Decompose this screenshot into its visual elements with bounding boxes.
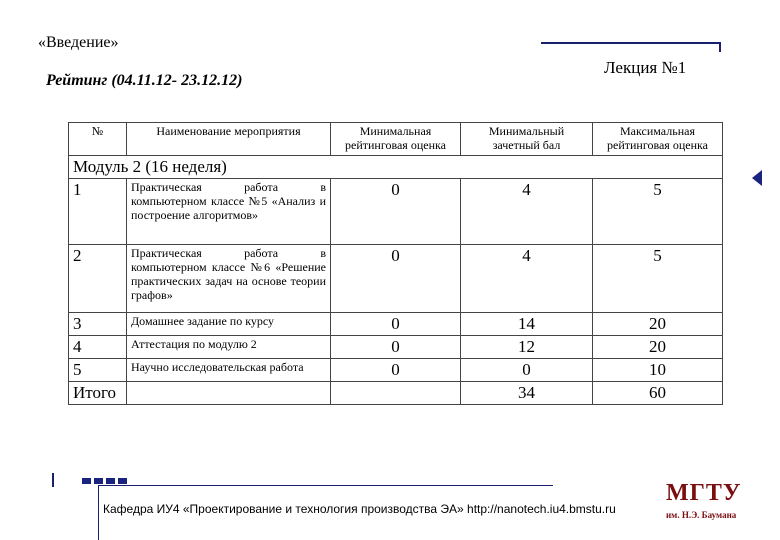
row-event: Практическая работа в компьютерном классе №6 «Решение практических задач на основе теории графов» — [127, 245, 331, 313]
row-num: 4 — [69, 336, 127, 359]
row-min-rating: 0 — [331, 245, 461, 313]
footer-decoration — [82, 478, 132, 484]
university-logo: МГТУ — [666, 480, 742, 506]
footer-dot — [94, 478, 103, 484]
footer-rule-left — [98, 485, 99, 540]
row-min-pass: 4 — [461, 179, 593, 245]
row-max-rating: 20 — [593, 336, 723, 359]
section-title: «Введение» — [38, 34, 119, 51]
col-header-min-rating: Минимальная рейтинговая оценка — [331, 123, 461, 156]
total-min-pass: 34 — [461, 382, 593, 405]
row-min-pass: 12 — [461, 336, 593, 359]
university-logo-subtitle: им. Н.Э. Баумана — [666, 510, 737, 520]
nav-arrow-icon[interactable] — [752, 170, 762, 186]
total-row — [69, 382, 723, 405]
footer-rule-vertical — [52, 473, 54, 487]
row-num: 2 — [69, 245, 127, 313]
row-min-rating: 0 — [331, 179, 461, 245]
row-min-pass: 4 — [461, 245, 593, 313]
row-event: Научно исследовательская работа — [127, 359, 331, 382]
row-min-pass: 14 — [461, 313, 593, 336]
row-min-rating: 0 — [331, 313, 461, 336]
row-max-rating: 5 — [593, 245, 723, 313]
footer-dot — [106, 478, 115, 484]
row-max-rating: 5 — [593, 179, 723, 245]
module-row — [69, 156, 723, 179]
module-label: Модуль 2 (16 неделя) — [69, 156, 723, 179]
footer-dot — [118, 478, 127, 484]
header-rule-tick — [719, 42, 721, 52]
table-row — [69, 336, 723, 359]
row-num: 5 — [69, 359, 127, 382]
row-max-rating: 10 — [593, 359, 723, 382]
table-row — [69, 359, 723, 382]
rating-title: Рейтинг (04.11.12- 23.12.12) — [46, 72, 243, 89]
row-min-rating: 0 — [331, 359, 461, 382]
footer-rule — [98, 485, 553, 486]
total-event-empty — [127, 382, 331, 405]
col-header-min-pass: Минимальный зачетный бал — [461, 123, 593, 156]
table-header-row — [69, 123, 723, 156]
table-row — [69, 245, 723, 313]
table-row — [69, 179, 723, 245]
row-num: 1 — [69, 179, 127, 245]
footer-department: Кафедра ИУ4 «Проектирование и технология производства ЭА» http://nanotech.iu4.bmstu.ru — [103, 502, 616, 516]
table-row — [69, 313, 723, 336]
total-min-rating-empty — [331, 382, 461, 405]
total-max-rating: 60 — [593, 382, 723, 405]
row-event: Аттестация по модулю 2 — [127, 336, 331, 359]
row-num: 3 — [69, 313, 127, 336]
col-header-event: Наименование мероприятия — [127, 123, 331, 156]
row-event: Практическая работа в компьютерном классе №5 «Анализ и построение алгоритмов» — [127, 179, 331, 245]
row-event: Домашнее задание по курсу — [127, 313, 331, 336]
rating-table — [68, 122, 723, 405]
row-min-rating: 0 — [331, 336, 461, 359]
footer-dot — [82, 478, 91, 484]
lecture-label: Лекция №1 — [604, 58, 687, 77]
col-header-max-rating: Максимальная рейтинговая оценка — [593, 123, 723, 156]
total-label: Итого — [69, 382, 127, 405]
header-rule — [541, 42, 720, 44]
row-max-rating: 20 — [593, 313, 723, 336]
row-min-pass: 0 — [461, 359, 593, 382]
col-header-num: № — [69, 123, 127, 156]
